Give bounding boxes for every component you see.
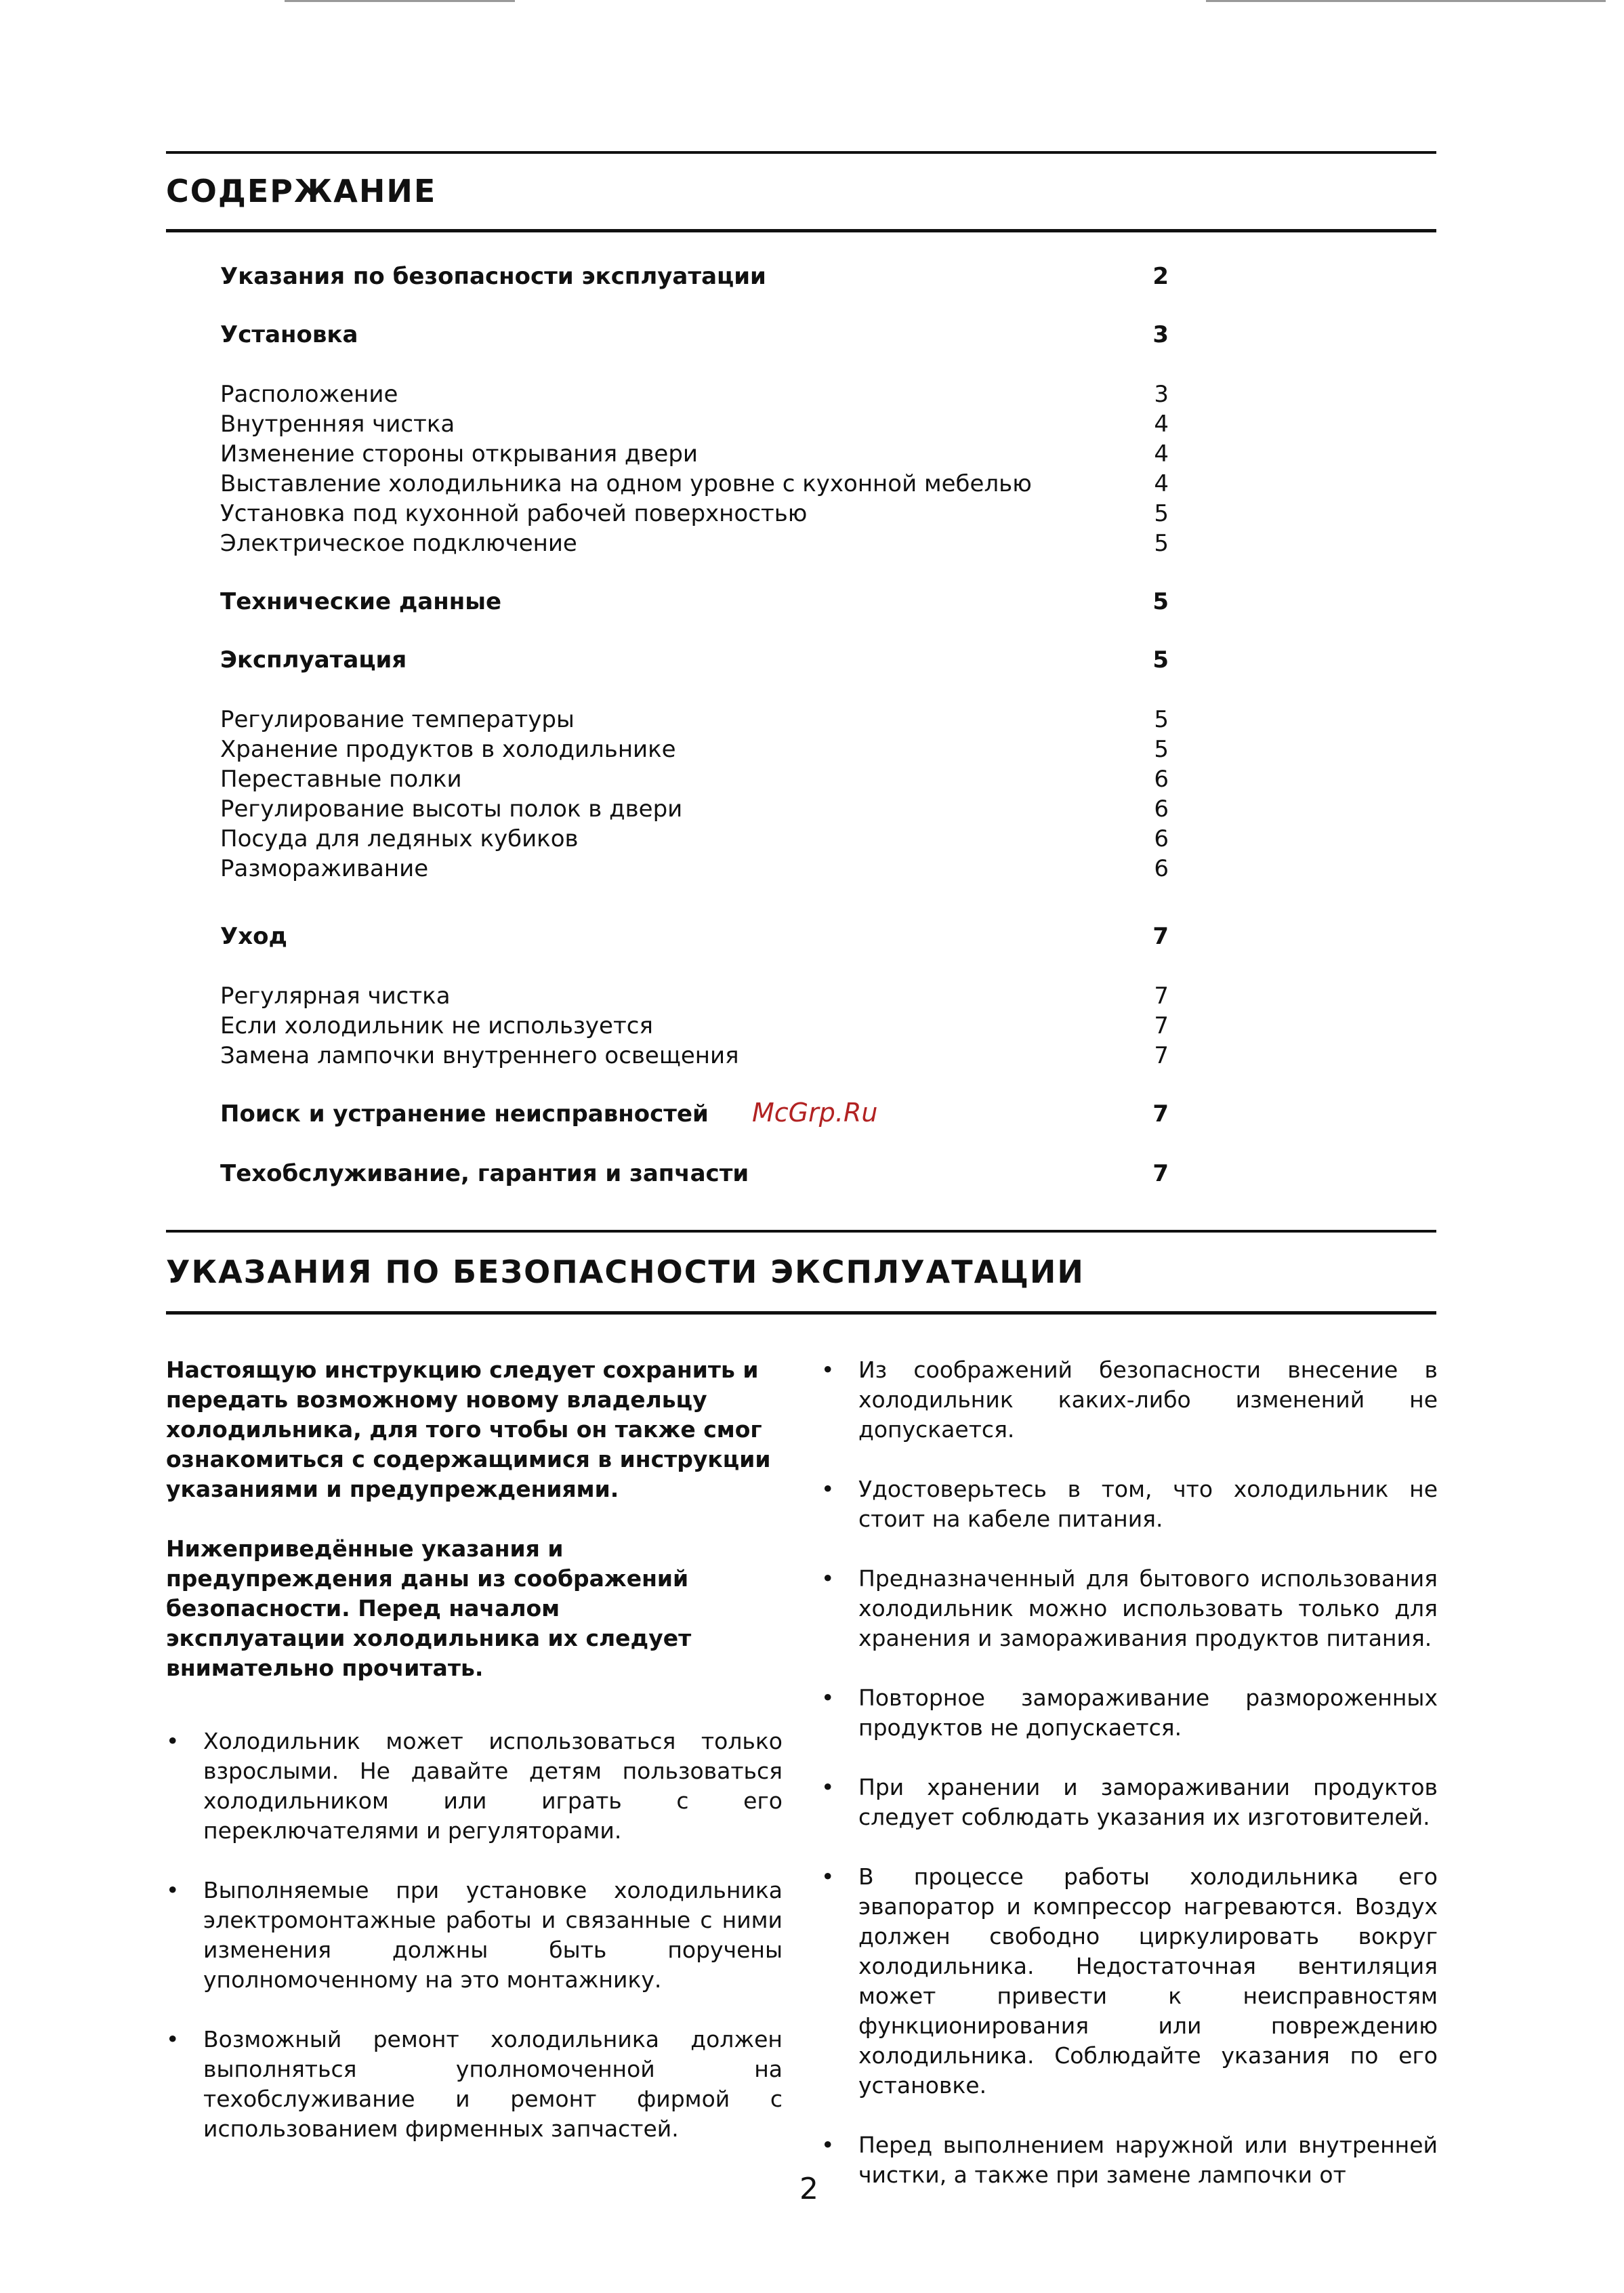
- toc-subsection: [220, 1011, 1169, 1041]
- bullet-dot: •: [821, 1357, 835, 1383]
- toc-subsection: [220, 854, 1169, 884]
- toc-label: Расположение: [220, 381, 398, 408]
- toc-page-number: 7: [1152, 1160, 1169, 1187]
- safety-bullet: [821, 1773, 1438, 1832]
- toc-page-number: 6: [1154, 825, 1169, 852]
- toc-section: [220, 262, 1169, 291]
- toc-subsection: [220, 764, 1169, 794]
- toc-page-number: 7: [1154, 1042, 1169, 1069]
- toc-top-rule: [166, 151, 1436, 154]
- toc-page-number: 6: [1154, 796, 1169, 823]
- safety-bottom-rule: [166, 1311, 1436, 1315]
- toc-label: Переставные полки: [220, 766, 462, 793]
- toc-label: Указания по безопасности эксплуатации: [220, 263, 766, 290]
- toc-label: Электрическое подключение: [220, 530, 577, 557]
- toc-label: Размораживание: [220, 855, 429, 882]
- toc-subsection: [220, 379, 1169, 409]
- toc-subsection: [220, 705, 1169, 735]
- toc-subsection: [220, 794, 1169, 824]
- safety-bullet: [166, 2025, 783, 2144]
- bullet-dot: •: [166, 1728, 180, 1754]
- toc-subsection: [220, 735, 1169, 764]
- bullet-dot: •: [166, 1877, 180, 1903]
- toc-page-number: 4: [1154, 440, 1169, 468]
- toc-page-number: 5: [1152, 588, 1169, 615]
- toc-label: Замена лампочки внутреннего освещения: [220, 1042, 739, 1069]
- bullet-text: Холодильник может использоваться только взрослыми. Не давайте детям пользоваться холодильником или играть с его переключателями и регуляторами.: [203, 1728, 783, 1844]
- toc-label: Регулирование высоты полок в двери: [220, 796, 683, 823]
- bullet-dot: •: [821, 1476, 835, 1502]
- toc-page-number: 5: [1154, 500, 1169, 527]
- safety-bullet: [821, 1683, 1438, 1743]
- toc-page-number: 7: [1152, 923, 1169, 950]
- toc-page-number: 5: [1154, 530, 1169, 557]
- toc-subsection: [220, 439, 1169, 469]
- safety-right-column: [821, 1355, 1438, 2190]
- toc-page-number: 3: [1154, 381, 1169, 408]
- toc-subsection: [220, 981, 1169, 1011]
- toc-section: [220, 587, 1169, 617]
- toc-subsection: [220, 1041, 1169, 1071]
- bullet-text: Выполняемые при установке холодильника электромонтажные работы и связанные с ними изменения должны быть поручены уполномоченному на это монтажнику.: [203, 1877, 783, 1993]
- safety-bullet: [821, 1564, 1438, 1653]
- toc-subsection: [220, 529, 1169, 558]
- toc-page-number: 5: [1154, 736, 1169, 763]
- bullet-text: Повторное замораживание размороженных продуктов не допускается.: [858, 1685, 1438, 1741]
- toc-subsection: [220, 409, 1169, 439]
- toc-label: Изменение стороны открывания двери: [220, 440, 699, 468]
- top-scan-line-right: [1206, 0, 1606, 2]
- safety-bullet: [821, 2130, 1438, 2190]
- toc-page-number: 4: [1154, 411, 1169, 438]
- toc-page-number: 5: [1152, 646, 1169, 674]
- toc-label: Технические данные: [220, 588, 502, 615]
- bullet-text: При хранении и замораживании продуктов следует соблюдать указания их изготовителей.: [858, 1774, 1438, 1830]
- toc-label: Эксплуатация: [220, 646, 407, 674]
- toc-page-number: 7: [1152, 1100, 1169, 1128]
- toc-subsection: [220, 469, 1169, 499]
- toc-section: [220, 1159, 1169, 1189]
- toc-label: Посуда для ледяных кубиков: [220, 825, 579, 852]
- toc-page-number: 2: [1152, 263, 1169, 290]
- page-number: 2: [799, 2172, 818, 2206]
- toc-section: [220, 922, 1169, 951]
- intro-paragraph: Настоящую инструкцию следует сохранить и передать возможному новому владельцу холодильника, для того чтобы он также смог ознакомиться с содержащимися в инструкции указаниями и предупреждениями.: [166, 1357, 771, 1502]
- safety-bullet: [821, 1862, 1438, 2101]
- bullet-dot: •: [166, 2026, 180, 2052]
- bullet-dot: •: [821, 1565, 835, 1592]
- toc-label: Если холодильник не используется: [220, 1012, 653, 1039]
- toc-section: [220, 1099, 1169, 1129]
- toc-subsection: [220, 499, 1169, 529]
- safety-bullet: [821, 1474, 1438, 1534]
- safety-top-rule: [166, 1230, 1436, 1233]
- toc-label: Внутренняя чистка: [220, 411, 455, 438]
- toc-label: Поиск и устранение неисправностей: [220, 1100, 709, 1128]
- top-scan-line-left: [285, 0, 515, 2]
- safety-bullet: [166, 1727, 783, 1846]
- toc-label: Установка под кухонной рабочей поверхностью: [220, 500, 808, 527]
- toc-label: Уход: [220, 923, 287, 950]
- safety-title: УКАЗАНИЯ ПО БЕЗОПАСНОСТИ ЭКСПЛУАТАЦИИ: [166, 1254, 1085, 1290]
- bullet-dot: •: [821, 1685, 835, 1711]
- toc-page-number: 5: [1154, 706, 1169, 733]
- bullet-text: В процессе работы холодильника его эвапоратор и компрессор нагреваются. Воздух должен свободно циркулировать вокруг холодильника. Недостаточная вентиляция может привести к неисправностям функционирования или повреждению холодильника. Соблюдайте указания по его установке.: [858, 1863, 1438, 2099]
- bullet-text: Удостоверьтесь в том, что холодильник не стоит на кабеле питания.: [858, 1476, 1438, 1532]
- toc-label: Хранение продуктов в холодильнике: [220, 736, 676, 763]
- toc-label: Техобслуживание, гарантия и запчасти: [220, 1160, 749, 1187]
- toc-bottom-rule: [166, 229, 1436, 232]
- toc-page-number: 4: [1154, 470, 1169, 497]
- safety-bullet: [821, 1355, 1438, 1445]
- bullet-dot: •: [821, 1774, 835, 1800]
- toc-page-number: 3: [1152, 321, 1169, 348]
- toc-page-number: 6: [1154, 855, 1169, 882]
- bullet-dot: •: [821, 2132, 835, 2158]
- toc-label: Выставление холодильника на одном уровне с кухонной мебелью: [220, 470, 1032, 497]
- bullet-text: Перед выполнением наружной или внутренней чистки, а также при замене лампочки от: [858, 2132, 1438, 2188]
- toc-section: [220, 320, 1169, 350]
- toc-subsection: [220, 824, 1169, 854]
- safety-bullet: [166, 1876, 783, 1995]
- bullet-text: Предназначенный для бытового использования холодильник можно использовать только для хранения и замораживания продуктов питания.: [858, 1565, 1438, 1651]
- toc-section: [220, 645, 1169, 675]
- toc-title: СОДЕРЖАНИЕ: [166, 173, 437, 209]
- safety-left-column: [166, 1355, 783, 2144]
- intro-paragraph: Нижеприведённые указания и предупреждения даны из соображений безопасности. Перед началом эксплуатации холодильника их следует внимательно прочитать.: [166, 1535, 692, 1681]
- bullet-text: Возможный ремонт холодильника должен выполняться уполномоченной на техобслуживание и ремонт фирмой с использованием фирменных запчастей.: [203, 2026, 783, 2142]
- watermark: McGrp.Ru: [752, 1098, 878, 1128]
- bullet-text: Из соображений безопасности внесение в холодильник каких-либо изменений не допускается.: [858, 1357, 1438, 1443]
- toc-label: Установка: [220, 321, 358, 348]
- bullet-dot: •: [821, 1863, 835, 1890]
- toc-page-number: 6: [1154, 766, 1169, 793]
- toc-page-number: 7: [1154, 1012, 1169, 1039]
- toc-page-number: 7: [1154, 983, 1169, 1010]
- toc-label: Регулирование температуры: [220, 706, 575, 733]
- toc-label: Регулярная чистка: [220, 983, 451, 1010]
